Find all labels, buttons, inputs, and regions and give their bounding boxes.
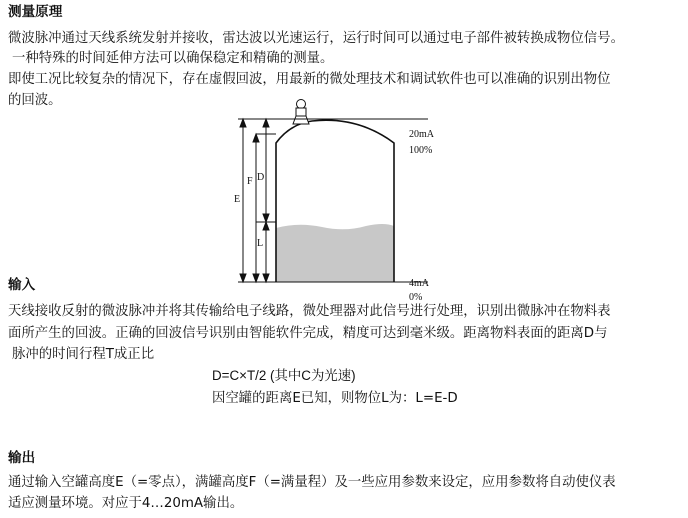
label-E: E — [234, 194, 241, 205]
label-bottom-current: 4mA — [409, 278, 429, 289]
input-line-3: 脉冲的时间行程T成正比 — [12, 347, 155, 362]
output-line-2: 适应测量环境。对应于4…20mA输出。 — [8, 496, 244, 511]
formula: D=C×T/2 (其中C为光速) — [212, 368, 356, 383]
principle-line-4: 的回波。 — [8, 93, 62, 108]
principle-line-1: 微波脉冲通过天线系统发射并接收，雷达波以光速运行，运行时间可以通过电子部件被转换成物位信号。 — [8, 31, 624, 46]
input-line-1: 天线接收反射的微波脉冲并将其传输给电子线路，微处理器对此信号进行处理，识别出微脉冲在物料表 — [8, 304, 611, 319]
heading-principle: 测量原理 — [8, 4, 63, 20]
formula-note: 因空罐的距离E已知，则物位L为：L=E-D — [212, 391, 458, 406]
dimension-L — [263, 222, 269, 282]
liquid-fill — [276, 224, 394, 282]
label-F: F — [247, 176, 253, 187]
label-top-percent: 100% — [409, 145, 433, 156]
label-top-current: 20mA — [409, 129, 434, 140]
label-bottom-percent: 0% — [409, 292, 423, 303]
radar-sensor-icon — [293, 100, 309, 125]
dimension-F — [253, 134, 259, 282]
output-line-1: 通过输入空罐高度E（=零点），满罐高度F（=满量程）及一些应用参数来设定，应用参数将自动使仪表 — [8, 475, 616, 490]
dimension-E — [240, 119, 246, 282]
label-D: D — [257, 172, 265, 183]
heading-input: 输入 — [8, 277, 36, 293]
principle-line-2: 一种特殊的时间延伸方法可以确保稳定和精确的测量。 — [12, 51, 334, 66]
heading-output: 输出 — [8, 450, 36, 466]
principle-line-3: 即使工况比较复杂的情况下，存在虚假回波，用最新的微处理技术和调试软件也可以准确的识别出物位 — [8, 72, 611, 87]
input-line-2: 面所产生的回波。正确的回波信号识别由智能软件完成，精度可达到毫米级。距离物料表面的距离D与 — [8, 326, 608, 341]
label-L: L — [257, 238, 264, 249]
